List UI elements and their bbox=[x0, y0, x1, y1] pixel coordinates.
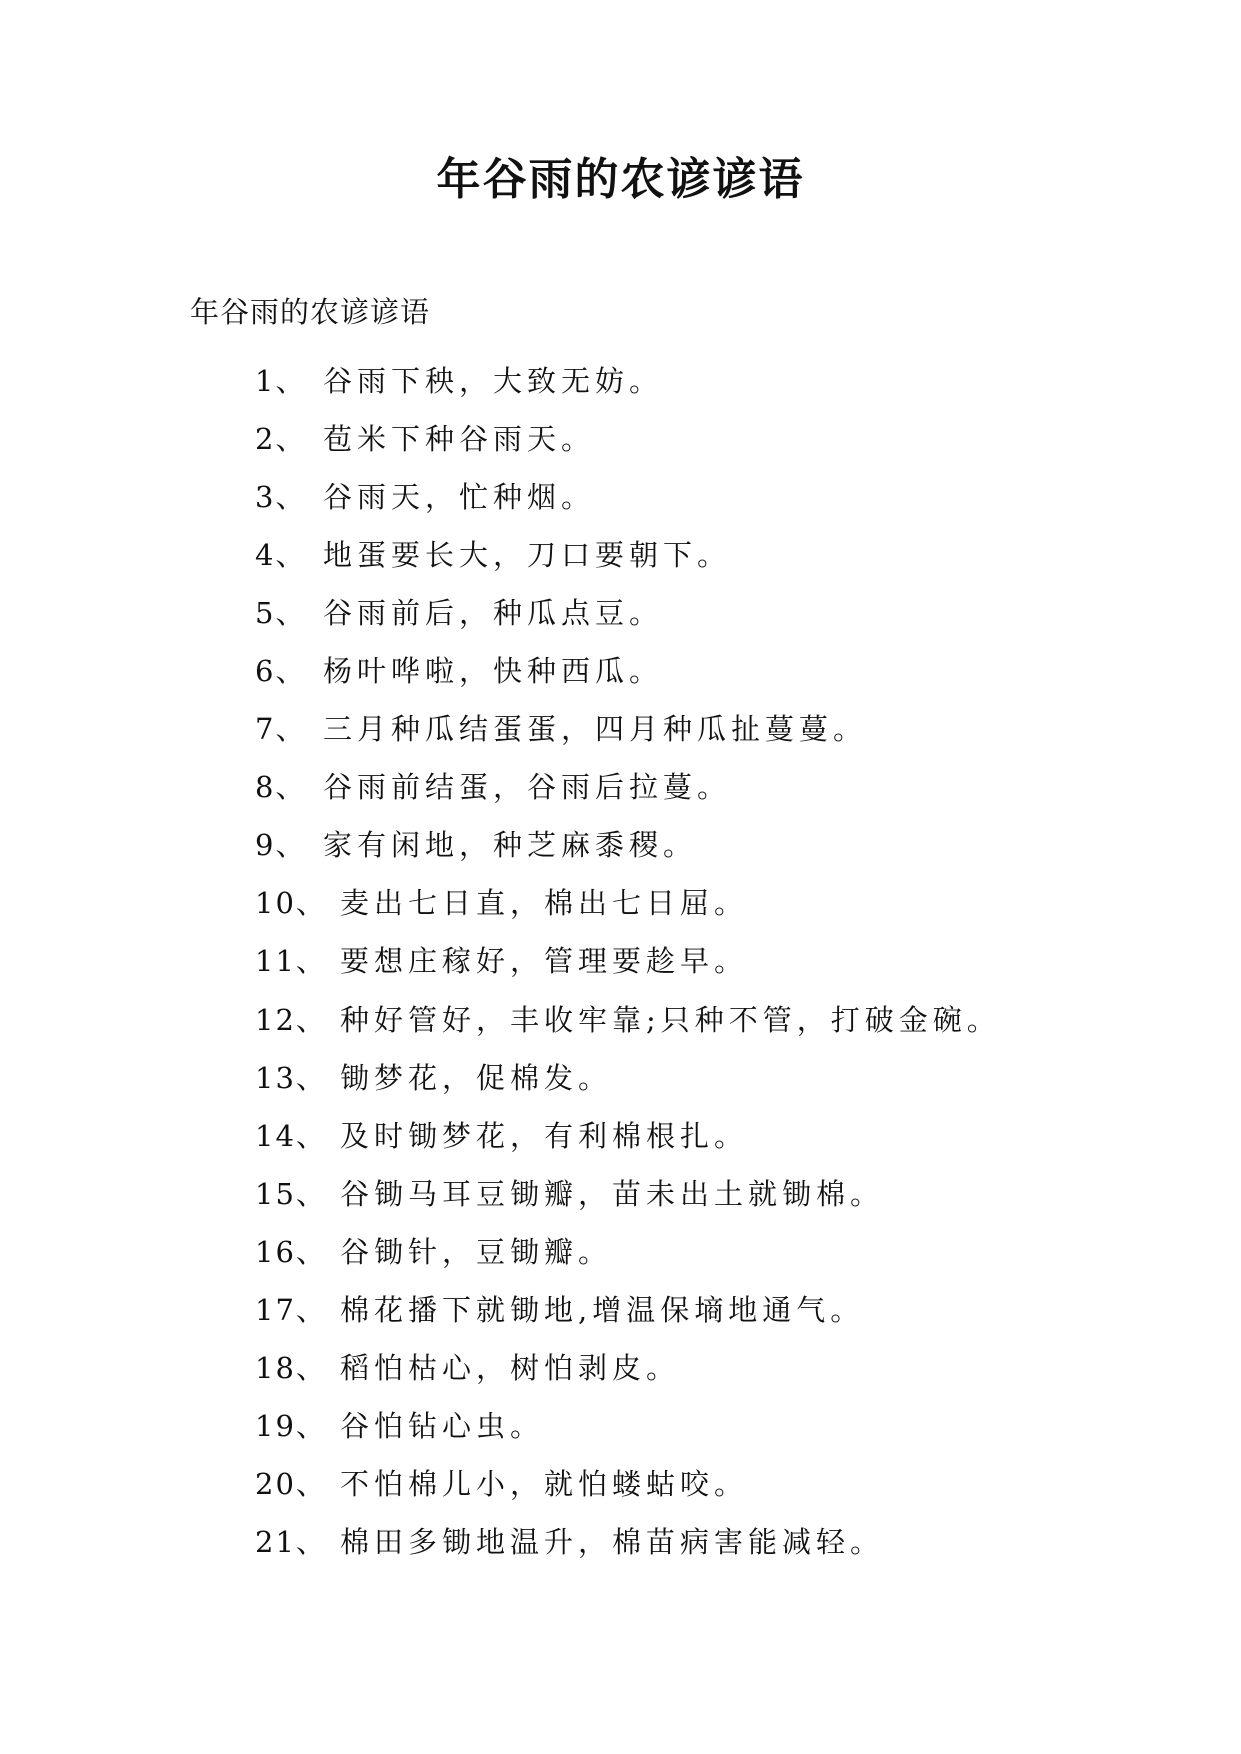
list-item bbox=[255, 1280, 1001, 1338]
list-item bbox=[255, 1105, 1001, 1163]
list-item-text: 谷雨天，忙种烟。 bbox=[323, 479, 596, 514]
list-item-number: 5、 bbox=[255, 595, 307, 630]
list-item bbox=[255, 757, 1001, 815]
list-item-text: 谷雨前结蛋，谷雨后拉蔓。 bbox=[323, 770, 732, 805]
list-item-text: 苞米下种谷雨天。 bbox=[323, 421, 596, 456]
list-item bbox=[255, 989, 1001, 1047]
list-item-text: 谷锄针，豆锄瓣。 bbox=[340, 1234, 613, 1269]
list-item bbox=[255, 1338, 1001, 1396]
list-item-number: 17、 bbox=[255, 1293, 327, 1328]
list-item-text: 谷雨下秧，大致无妨。 bbox=[323, 363, 664, 398]
list-item-number: 18、 bbox=[255, 1351, 327, 1386]
list-item-number: 3、 bbox=[255, 479, 307, 514]
list-item bbox=[255, 1047, 1001, 1105]
list-item bbox=[255, 640, 1001, 698]
proverb-list bbox=[255, 350, 1001, 1570]
list-item-text: 锄梦花，促棉发。 bbox=[340, 1060, 613, 1095]
list-item-text: 要想庄稼好，管理要趁早。 bbox=[340, 944, 749, 979]
list-item-text: 地蛋要长大，刀口要朝下。 bbox=[323, 537, 732, 572]
list-item-number: 12、 bbox=[255, 1002, 327, 1037]
list-item bbox=[255, 466, 1001, 524]
list-item-text: 谷怕钻心虫。 bbox=[340, 1409, 545, 1444]
list-item-text: 不怕棉儿小，就怕蝼蛄咬。 bbox=[340, 1467, 749, 1502]
list-item-number: 6、 bbox=[255, 654, 307, 689]
list-item bbox=[255, 408, 1001, 466]
list-item-number: 4、 bbox=[255, 537, 307, 572]
list-item-text: 麦出七日直，棉出七日屈。 bbox=[340, 886, 749, 921]
list-item bbox=[255, 1221, 1001, 1279]
list-item bbox=[255, 815, 1001, 873]
list-item-number: 9、 bbox=[255, 828, 307, 863]
document-subtitle: 年谷雨的农谚谚语 bbox=[190, 295, 431, 329]
list-item bbox=[255, 1454, 1001, 1512]
list-item-number: 15、 bbox=[255, 1176, 327, 1211]
list-item-number: 20、 bbox=[255, 1467, 327, 1502]
list-item bbox=[255, 582, 1001, 640]
list-item bbox=[255, 1512, 1001, 1570]
list-item-number: 10、 bbox=[255, 886, 327, 921]
list-item bbox=[255, 350, 1001, 408]
list-item-number: 14、 bbox=[255, 1118, 327, 1153]
list-item-number: 13、 bbox=[255, 1060, 327, 1095]
list-item-text: 种好管好，丰收牢靠;只种不管，打破金碗。 bbox=[340, 1002, 1001, 1037]
list-item-number: 19、 bbox=[255, 1409, 327, 1444]
list-item-text: 谷锄马耳豆锄瓣，苗未出土就锄棉。 bbox=[340, 1176, 885, 1211]
list-item-text: 棉田多锄地温升，棉苗病害能减轻。 bbox=[340, 1525, 885, 1560]
list-item-number: 7、 bbox=[255, 712, 307, 747]
list-item-text: 稻怕枯心，树怕剥皮。 bbox=[340, 1351, 681, 1386]
document-title: 年谷雨的农谚谚语 bbox=[436, 154, 805, 205]
list-item-number: 11、 bbox=[255, 944, 327, 979]
list-item bbox=[255, 524, 1001, 582]
list-item-text: 家有闲地，种芝麻黍稷。 bbox=[323, 828, 698, 863]
list-item-text: 杨叶哗啦，快种西瓜。 bbox=[323, 654, 664, 689]
list-item-text: 棉花播下就锄地,增温保墒地通气。 bbox=[340, 1293, 865, 1328]
list-item-text: 及时锄梦花，有利棉根扎。 bbox=[340, 1118, 749, 1153]
list-item-text: 谷雨前后，种瓜点豆。 bbox=[323, 595, 664, 630]
list-item-text: 三月种瓜结蛋蛋，四月种瓜扯蔓蔓。 bbox=[323, 712, 868, 747]
list-item bbox=[255, 873, 1001, 931]
list-item-number: 8、 bbox=[255, 770, 307, 805]
list-item-number: 21、 bbox=[255, 1525, 327, 1560]
list-item-number: 1、 bbox=[255, 363, 307, 398]
list-item-number: 2、 bbox=[255, 421, 307, 456]
list-item bbox=[255, 699, 1001, 757]
list-item bbox=[255, 1396, 1001, 1454]
list-item-number: 16、 bbox=[255, 1234, 327, 1269]
list-item bbox=[255, 931, 1001, 989]
list-item bbox=[255, 1163, 1001, 1221]
